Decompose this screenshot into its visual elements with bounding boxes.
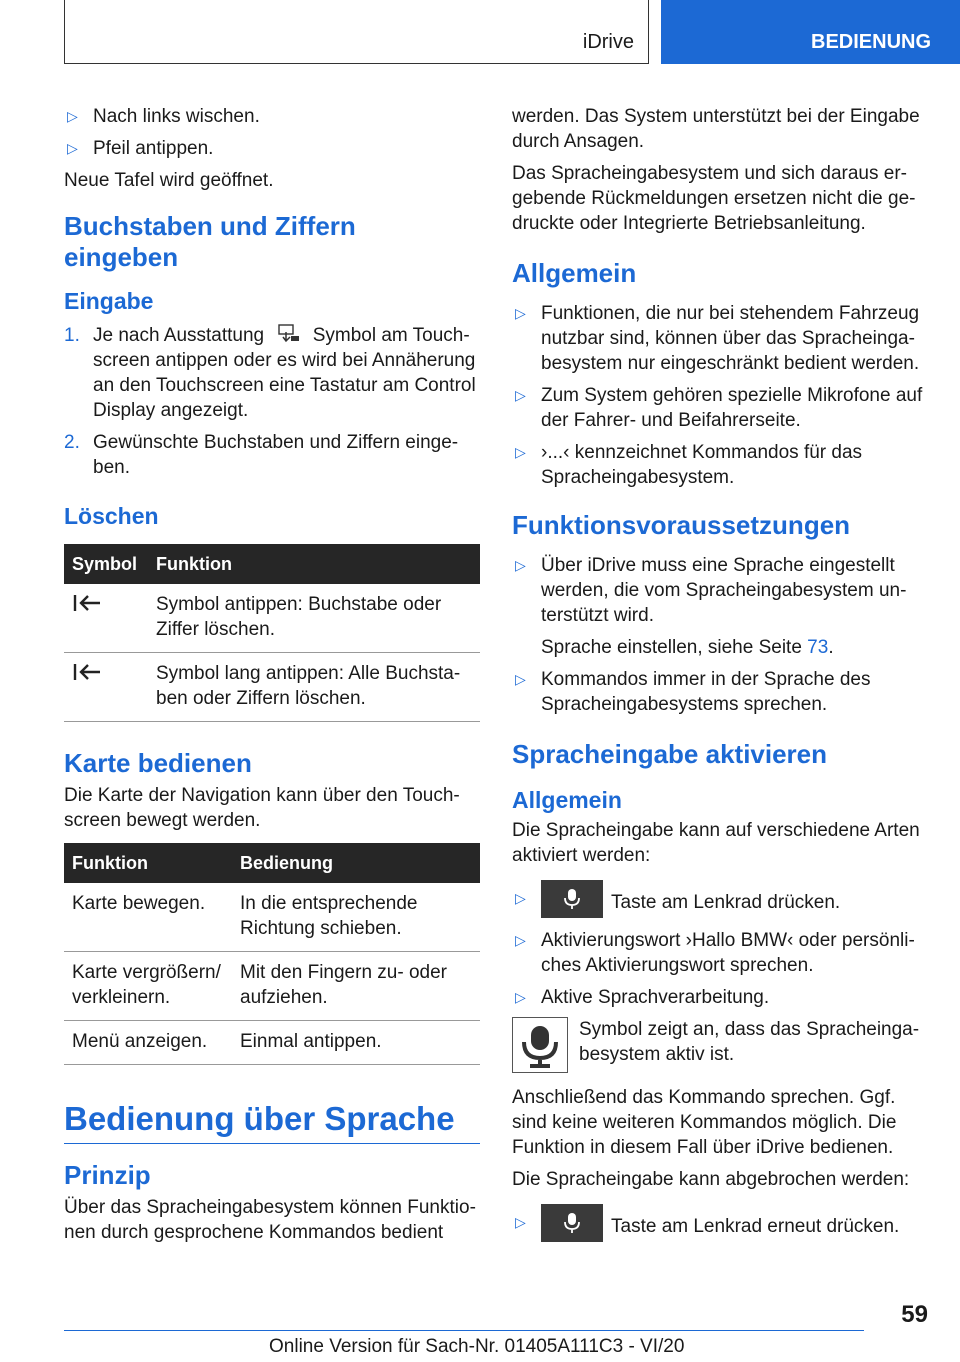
bullet-item: ▷ Aktive Sprachverarbeitung. xyxy=(515,987,770,1008)
triangle-bullet-icon: ▷ xyxy=(515,989,526,1005)
bullet-item: ▷ Nach links wischen. xyxy=(67,106,260,127)
steering-voice-key-icon xyxy=(541,880,603,918)
paragraph: Anschließend das Kommando sprechen. Ggf. sind keine weiteren Kommandos möglich. Die Funktion in diesem Fall über iDrive bedienen. xyxy=(512,1087,897,1158)
numbered-step-1: 1. Je nach Ausstattung Symbol am Touchscreen antippen oder es wird bei Annäherung an den Touchscreen eine Tastatur am Control Display angezeigt. xyxy=(64,325,476,421)
footer-divider xyxy=(64,1330,864,1331)
paragraph: Neue Tafel wird geöffnet. xyxy=(64,170,274,191)
backspace-icon xyxy=(72,592,104,614)
triangle-bullet-icon: ▷ xyxy=(67,140,78,156)
heading-funktionsvoraussetzungen: Funktionsvoraussetzungen xyxy=(512,510,851,540)
table-row: Karte vergrößern/ verkleinern. Mit den Fingern zu- oder aufziehen. xyxy=(64,952,480,1021)
heading-allgemein-2: Allgemein xyxy=(512,787,622,813)
triangle-bullet-icon: ▷ xyxy=(515,387,526,403)
paragraph: Die Spracheingabe kann auf verschiedene Arten aktiviert werden: xyxy=(512,820,920,866)
heading-sprache: Bedienung über Sprache xyxy=(64,1099,480,1144)
table-row: Menü anzeigen. Einmal antippen. xyxy=(64,1021,480,1065)
triangle-bullet-icon: ▷ xyxy=(515,557,526,573)
bullet-item: ▷ ›...‹ kennzeichnet Kommandos für das Spracheingabesystem. xyxy=(515,442,863,488)
footer-online-version: Online Version für Sach-Nr. 01405A111C3 - VI/20 xyxy=(269,1336,685,1357)
heading-prinzip: Prinzip xyxy=(64,1160,151,1190)
right-column xyxy=(512,104,928,1249)
bullet-item: ▷ Taste am Lenkrad erneut drücken. xyxy=(512,1204,928,1242)
table-header: Symbol xyxy=(64,544,148,584)
triangle-bullet-icon: ▷ xyxy=(67,108,78,124)
bullet-item: ▷ Pfeil antippen. xyxy=(67,138,214,159)
triangle-bullet-icon: ▷ xyxy=(515,890,526,906)
chapter-tab: BEDIENUNG xyxy=(661,0,960,64)
bullet-item: ▷ Aktivierungswort ›Hallo BMW‹ oder persönliches Aktivierungswort sprechen. xyxy=(515,930,915,976)
table-header: Funktion xyxy=(148,544,480,584)
triangle-bullet-icon: ▷ xyxy=(515,305,526,321)
bullet-item: ▷ Zum System gehören spezielle Mikrofone auf der Fahrer- und Beifahrerseite. xyxy=(515,385,923,431)
triangle-bullet-icon: ▷ xyxy=(515,444,526,460)
triangle-bullet-icon: ▷ xyxy=(515,1214,526,1230)
map-table xyxy=(64,843,480,1065)
keyboard-touch-icon xyxy=(273,324,303,344)
left-column xyxy=(64,104,480,1252)
microphone-icon xyxy=(512,1017,568,1073)
bullet-item: ▷ Taste am Lenkrad drücken. xyxy=(512,880,928,918)
table-header: Bedienung xyxy=(232,843,480,883)
paragraph: Das Spracheingabesystem und sich daraus ergebende Rückmeldungen ersetzen nicht die gedruckte oder Integrierte Betriebsanleitung. xyxy=(512,163,916,234)
table-row: Karte bewegen. In die entsprechende Richtung schieben. xyxy=(64,883,480,952)
heading-allgemein: Allgemein xyxy=(512,258,637,288)
heading-eingabe: Eingabe xyxy=(64,288,154,314)
heading-buchstaben: Buchstaben und Ziffern eingeben xyxy=(64,211,356,272)
delete-table xyxy=(64,544,480,722)
bullet-item: ▷ Kommandos immer in der Sprache des Spracheingabesystems sprechen. xyxy=(515,669,871,715)
paragraph: werden. Das System unterstützt bei der Eingabe durch Ansagen. xyxy=(512,106,920,152)
table-header: Funktion xyxy=(64,843,232,883)
mic-note: Symbol zeigt an, dass das Spracheingabesystem aktiv ist. xyxy=(512,1017,928,1077)
section-title: iDrive xyxy=(582,31,634,53)
header-box xyxy=(64,0,649,64)
paragraph: Die Spracheingabe kann abgebrochen werden: xyxy=(512,1169,910,1190)
heading-aktivieren: Spracheingabe aktivieren xyxy=(512,739,828,769)
page-link[interactable]: 73 xyxy=(807,637,829,658)
table-row: Symbol lang antippen: Alle Buchstaben oder Ziffern löschen. xyxy=(64,653,480,722)
numbered-step-2: 2. Gewünschte Buchstaben und Ziffern eingeben. xyxy=(64,432,459,478)
steering-voice-key-icon xyxy=(541,1204,603,1242)
table-row: Symbol antippen: Buchstabe oder Ziffer löschen. xyxy=(64,584,480,653)
backspace-icon xyxy=(72,661,104,683)
page-number: 59 xyxy=(901,1301,928,1328)
triangle-bullet-icon: ▷ xyxy=(515,932,526,948)
heading-loeschen: Löschen xyxy=(64,503,159,529)
paragraph: Über das Spracheingabesystem können Funktionen durch gesprochene Kommandos bedient xyxy=(64,1197,476,1243)
paragraph: Die Karte der Navigation kann über den Touchscreen bewegt werden. xyxy=(64,785,460,831)
bullet-item: ▷ Über iDrive muss eine Sprache eingestellt werden, die vom Spracheingabesystem unterstützt wird. Sprache einstellen, siehe Seite 73. xyxy=(515,555,907,658)
triangle-bullet-icon: ▷ xyxy=(515,671,526,687)
heading-karte: Karte bedienen xyxy=(64,748,252,778)
bullet-item: ▷ Funktionen, die nur bei stehendem Fahrzeug nutzbar sind, können über das Spracheingabesystem nur eingeschränkt bedient werden. xyxy=(515,303,920,374)
